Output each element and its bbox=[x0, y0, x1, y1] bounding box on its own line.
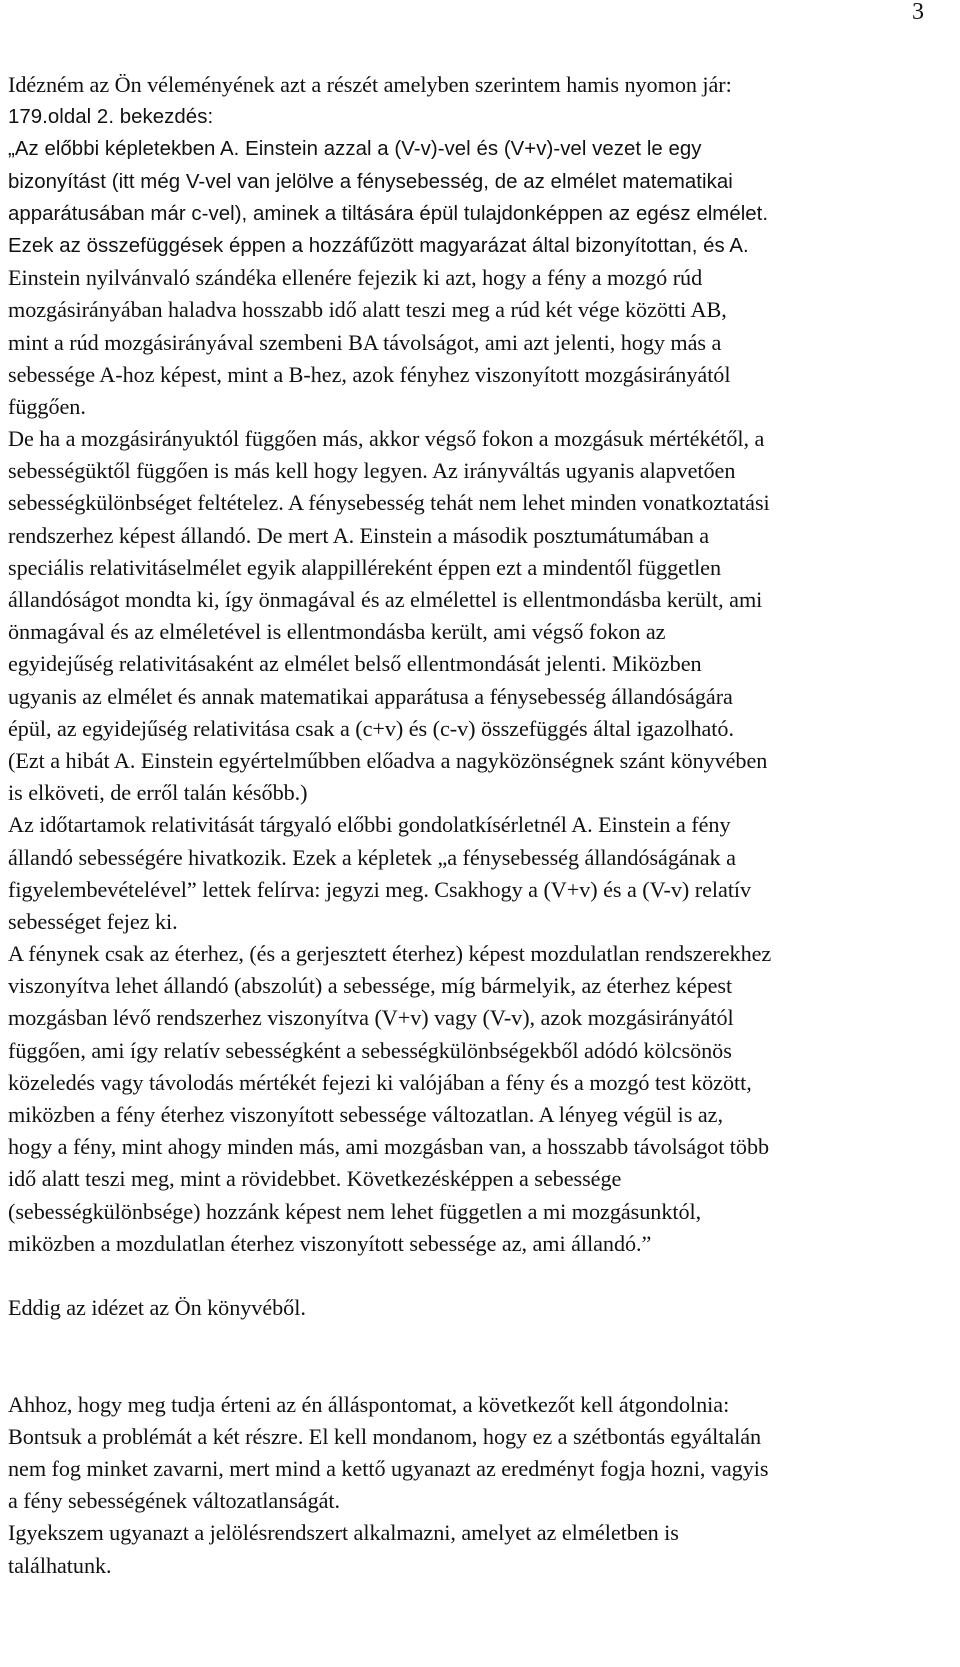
text-line: viszonyítva lehet állandó (abszolút) a sebessége, míg bármelyik, az éterhez képest bbox=[8, 973, 733, 999]
text-line: ugyanis az elmélet és annak matematikai apparátusa a fénysebesség állandóságára bbox=[8, 683, 733, 709]
document-body bbox=[8, 69, 953, 1582]
text-line: Ahhoz, hogy meg tudja érteni az én álláspontomat, a következőt kell átgondolnia: bbox=[8, 1391, 730, 1417]
text-line: Idézném az Ön véleményének azt a részét amelyben szerintem hamis nyomon jár: bbox=[8, 72, 732, 97]
text-line: „Az előbbi képletekben A. Einstein azzal a (V-v)-vel és (V+v)-vel vezet le egy bbox=[8, 138, 702, 161]
text-line: önmagával és az elméletével is ellentmondásba került, ami végső fokon az bbox=[8, 619, 666, 645]
text-line: Einstein nyilvánvaló szándéka ellenére fejezik ki azt, hogy a fény a mozgó rúd bbox=[8, 265, 703, 291]
text-line: sebessége A-hoz képest, mint a B-hez, azok fényhez viszonyított mozgásirányától bbox=[8, 361, 731, 387]
text-line: sebességüktől függően is más kell hogy legyen. Az irányváltás ugyanis alapvetően bbox=[8, 458, 736, 484]
text-line: sebességet fejez ki. bbox=[8, 908, 178, 934]
text-line: (sebességkülönbsége) hozzánk képest nem lehet független a mi mozgásunktól, bbox=[8, 1198, 702, 1224]
text-line: találhatunk. bbox=[8, 1552, 112, 1578]
text-line: Bontsuk a problémát a két részre. El kell mondanom, hogy ez a szétbontás egyáltalán bbox=[8, 1423, 762, 1449]
text-line: nem fog minket zavarni, mert mind a kettő ugyanazt az eredményt fogja hozni, vagyis bbox=[8, 1456, 769, 1482]
text-line: épül, az egyidejűség relativitása csak a (c+v) és (c-v) összefüggés által igazolható. bbox=[8, 715, 734, 741]
text-line: (Ezt a hibát A. Einstein egyértelműbben előadva a nagyközönségnek szánt könyvében bbox=[8, 747, 768, 773]
text-line: figyelembevételével” lettek felírva: jegyzi meg. Csakhogy a (V+v) és a (V-v) relatív bbox=[8, 876, 752, 902]
text-line: miközben a mozdulatlan éterhez viszonyított sebessége az, ami állandó.” bbox=[8, 1230, 652, 1256]
text-line: idő alatt teszi meg, mint a rövidebbet. Következésképpen a sebessége bbox=[8, 1166, 622, 1192]
text-line: is elköveti, de erről talán később.) bbox=[8, 780, 308, 806]
text-line: Ezek az összefüggések éppen a hozzáfűzött magyarázat által bizonyítottan, és A. bbox=[8, 234, 749, 257]
text-line: 179.oldal 2. bekezdés: bbox=[8, 106, 214, 129]
text-line: Az időtartamok relativitását tárgyaló előbbi gondolatkísérletnél A. Einstein a fény bbox=[8, 812, 731, 838]
text-line: állandóságot mondta ki, így önmagával és az elmélettel is ellentmondásba került, ami bbox=[8, 587, 763, 612]
text-line: miközben a fény éterhez viszonyított sebessége változatlan. A lényeg végül is az, bbox=[8, 1102, 723, 1127]
text-line: mozgásban lévő rendszerhez viszonyítva (V+v) vagy (V-v), azok mozgásirányától bbox=[8, 1005, 734, 1031]
text-line: függően, ami így relatív sebességként a sebességkülönbségekből adódó kölcsönös bbox=[8, 1037, 732, 1063]
text-line: rendszerhez képest állandó. De mert A. Einstein a második posztumátumában a bbox=[8, 522, 710, 548]
text-line: A fénynek csak az éterhez, (és a gerjesztett éterhez) képest mozdulatlan rendszerekhez bbox=[8, 941, 772, 967]
text-line: egyidejűség relativitásaként az elmélet belső ellentmondását jelenti. Miközben bbox=[8, 651, 702, 677]
text-line: bizonyítást (itt még V-vel van jelölve a fénysebesség, de az elmélet matematikai bbox=[8, 170, 733, 193]
text-line: a fény sebességének változatlanságát. bbox=[8, 1488, 341, 1514]
text-line: hogy a fény, mint ahogy minden más, ami mozgásban van, a hosszabb távolságot több bbox=[8, 1134, 770, 1160]
text-line: speciális relativitáselmélet egyik alappilléreként éppen ezt a mindentől független bbox=[8, 554, 722, 580]
text-line: apparátusában már c-vel), aminek a tiltására épül tulajdonképpen az egész elmélet. bbox=[8, 202, 769, 225]
page-number: 3 bbox=[912, 0, 924, 25]
text-line: Igyekszem ugyanazt a jelölésrendszert alkalmazni, amelyet az elméletben is bbox=[8, 1520, 679, 1546]
text-line: De ha a mozgásirányuktól függően más, akkor végső fokon a mozgásuk mértékétől, a bbox=[8, 426, 765, 452]
text-line: mint a rúd mozgásirányával szembeni BA távolságot, ami azt jelenti, hogy más a bbox=[8, 329, 722, 355]
text-line: közeledés vagy távolodás mértékét fejezi ki valójában a fény és a mozgó test között, bbox=[8, 1069, 752, 1095]
text-line: mozgásirányában haladva hosszabb idő alatt teszi meg a rúd két vége közötti AB, bbox=[8, 297, 727, 323]
text-line: állandó sebességére hivatkozik. Ezek a képletek „a fénysebesség állandóságának a bbox=[8, 844, 736, 870]
text-line: függően. bbox=[8, 393, 86, 419]
text-line: sebességkülönbséget feltételez. A fénysebesség tehát nem lehet minden vonatkoztatási bbox=[8, 490, 770, 516]
text-line: Eddig az idézet az Ön könyvéből. bbox=[8, 1295, 306, 1321]
